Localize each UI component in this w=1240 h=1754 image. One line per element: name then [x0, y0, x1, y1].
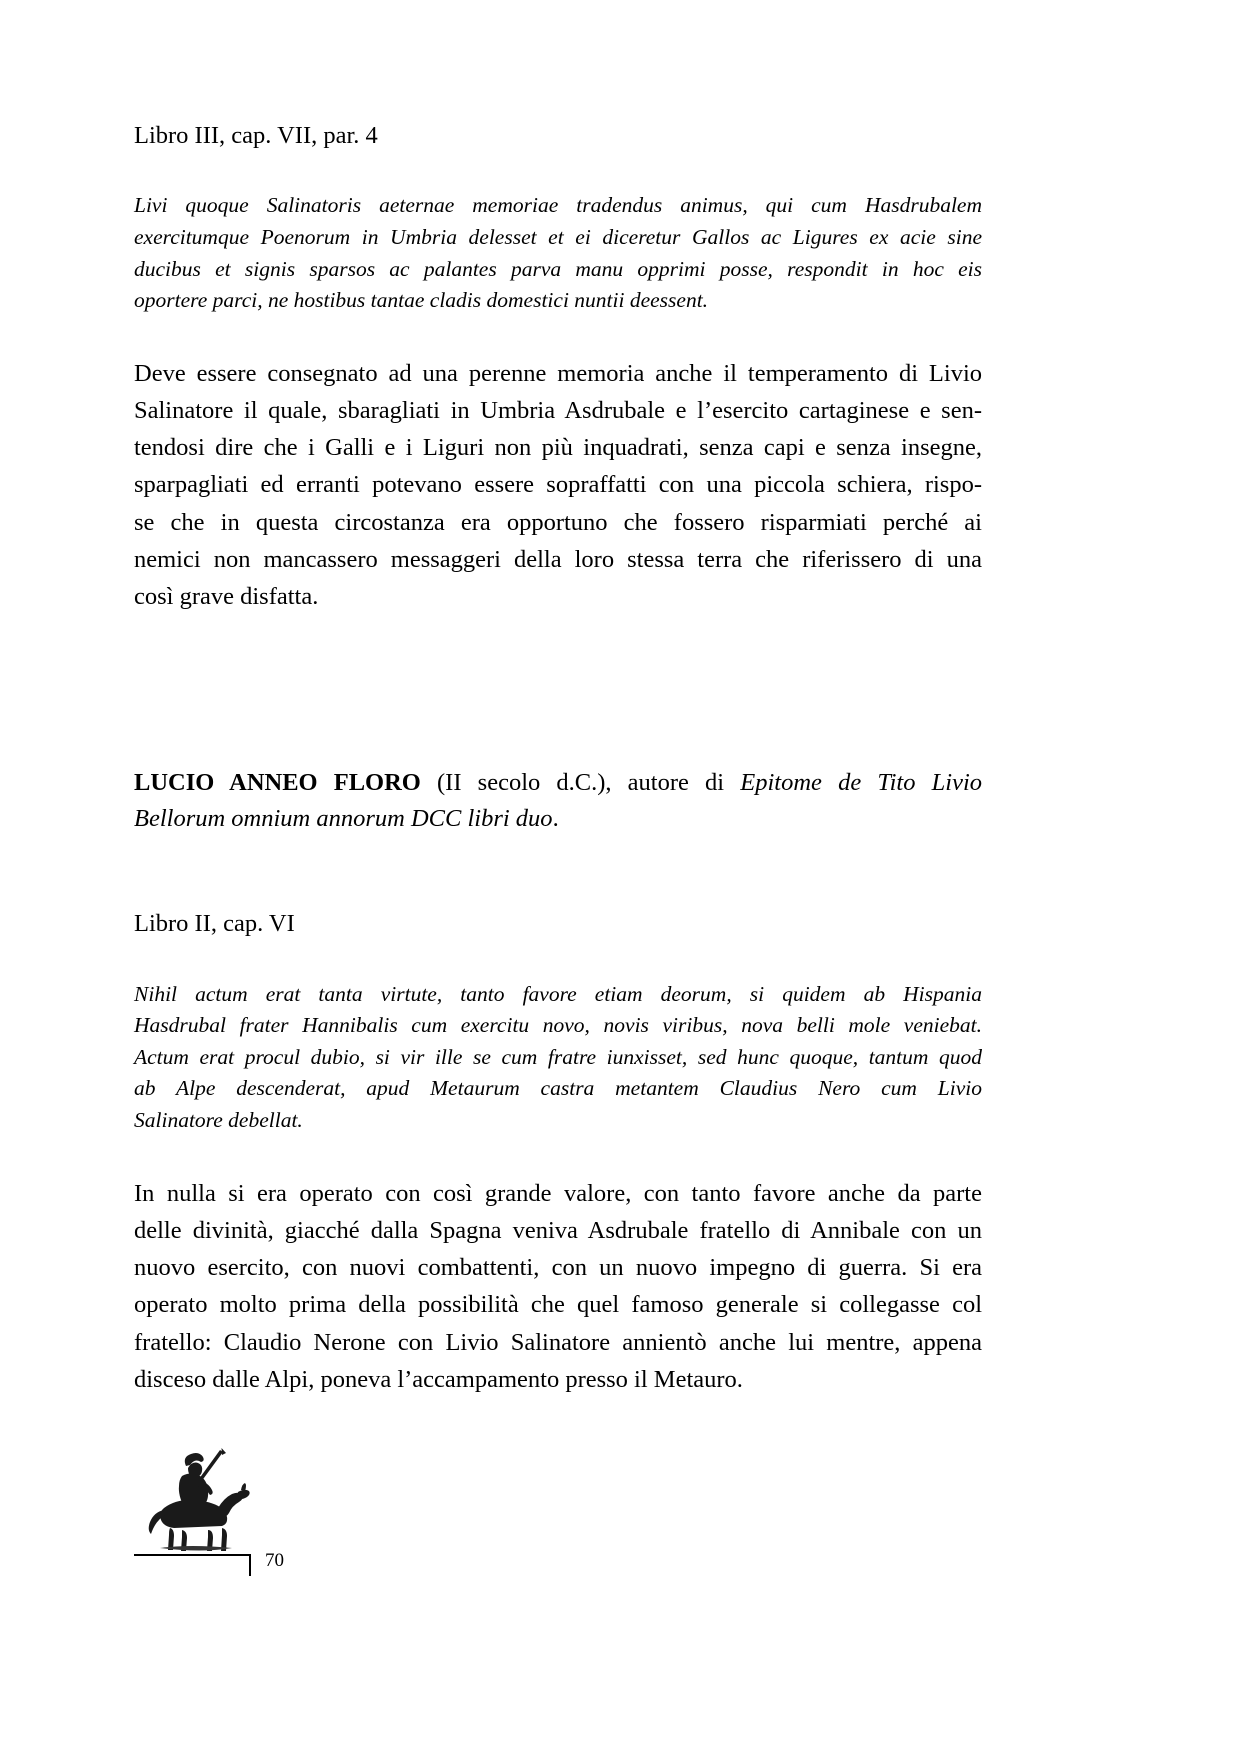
section-two-latin-passage: [134, 979, 982, 1137]
latin-line: Nihil actum erat tanta virtute, tanto favore etiam deorum, si quidem ab Hispania: [134, 981, 982, 1006]
section-two-reference-heading: Libro II, cap. VI: [134, 910, 295, 938]
translation-line: così grave disfatta.: [134, 583, 319, 611]
latin-line: Actum erat procul dubio, si vir ille se cum fratre iunxisset, sed hunc quoque, tantum quod: [134, 1044, 982, 1069]
page-footer: [134, 1446, 394, 1576]
spacer: [134, 1137, 982, 1175]
translation-line: fratello: Claudio Nerone con Livio Salinatore annientò anche lui mentre, appena: [134, 1328, 982, 1356]
author-name: LUCIO ANNEO FLORO: [134, 769, 421, 797]
author-dates-role: (II secolo d.C.), autore di: [420, 769, 741, 797]
section-two-italian-translation: [134, 1175, 982, 1398]
footer-divider-tick: [249, 1554, 251, 1576]
spacer: [134, 836, 982, 908]
translation-line: Salinatore il quale, sbaragliati in Umbria Asdrubale e l’esercito cartaginese e sen-: [134, 396, 982, 424]
spacer: [134, 941, 982, 979]
translation-line: nuovo esercito, con nuovi combattenti, con un nuovo impegno di guerra. Si era: [134, 1254, 982, 1282]
section-one-latin-passage: [134, 190, 982, 316]
translation-line: In nulla si era operato con così grande valore, con tanto favore anche da parte: [134, 1179, 982, 1207]
latin-line: exercitumque Poenorum in Umbria delesset et ei diceretur Gallos ac Ligures ex acie sine: [134, 224, 982, 249]
section-one-reference-heading: Libro III, cap. VII, par. 4: [134, 122, 378, 149]
work-title-part-two: Bellorum omnium annorum DCC libri duo: [134, 804, 553, 832]
spacer: [134, 317, 982, 355]
section-one-italian-translation: [134, 355, 982, 616]
author-intro-line: [134, 801, 982, 837]
latin-line: Livi quoque Salinatoris aeternae memoriae tradendus animus, qui cum Hasdrubalem: [134, 193, 982, 218]
translation-line: se che in questa circostanza era opportuno che fossero risparmiati perché ai: [134, 508, 982, 536]
latin-line: oportere parci, ne hostibus tantae cladis domestici nuntii deessent.: [134, 288, 709, 313]
latin-line: Hasdrubal frater Hannibalis cum exercitu novo, novis viribus, nova belli mole veniebat.: [134, 1013, 982, 1038]
section-spacer: [134, 615, 982, 765]
latin-line: ducibus et signis sparsos ac palantes parva manu opprimi posse, respondit in hoc eis: [134, 256, 982, 281]
translation-line: disceso dalle Alpi, poneva l’accampamento presso il Metauro.: [134, 1365, 743, 1393]
translation-line: Deve essere consegnato ad una perenne memoria anche il temperamento di Livio: [134, 359, 982, 387]
latin-line: ab Alpe descenderat, apud Metaurum castra metantem Claudius Nero cum Livio: [134, 1076, 982, 1101]
section-two-author-intro: [134, 765, 982, 836]
spacer: [134, 152, 982, 190]
page-content: [134, 120, 982, 1398]
translation-line: tendosi dire che i Galli e i Liguri non più inquadrati, senza capi e senza insegne,: [134, 434, 982, 462]
author-intro-line: [134, 765, 982, 801]
translation-line: sparpagliati ed erranti potevano essere sopraffatti con una piccola schiera, rispo-: [134, 471, 982, 499]
work-title-part-one: Epitome de Tito Livio: [740, 769, 982, 797]
translation-line: delle divinità, giacché dalla Spagna veniva Asdrubale fratello di Annibale con un: [134, 1216, 982, 1244]
mounted-lancer-silhouette-icon: [142, 1446, 252, 1551]
translation-line: nemici non mancassero messaggeri della loro stessa terra che riferissero di una: [134, 545, 982, 573]
translation-line: operato molto prima della possibilità che quel famoso generale si collegasse col: [134, 1291, 982, 1319]
author-trailing-punctuation: .: [552, 804, 559, 832]
page-number: 70: [265, 1550, 284, 1571]
latin-line: Salinatore debellat.: [134, 1108, 303, 1133]
footer-divider-rule: [134, 1554, 250, 1556]
